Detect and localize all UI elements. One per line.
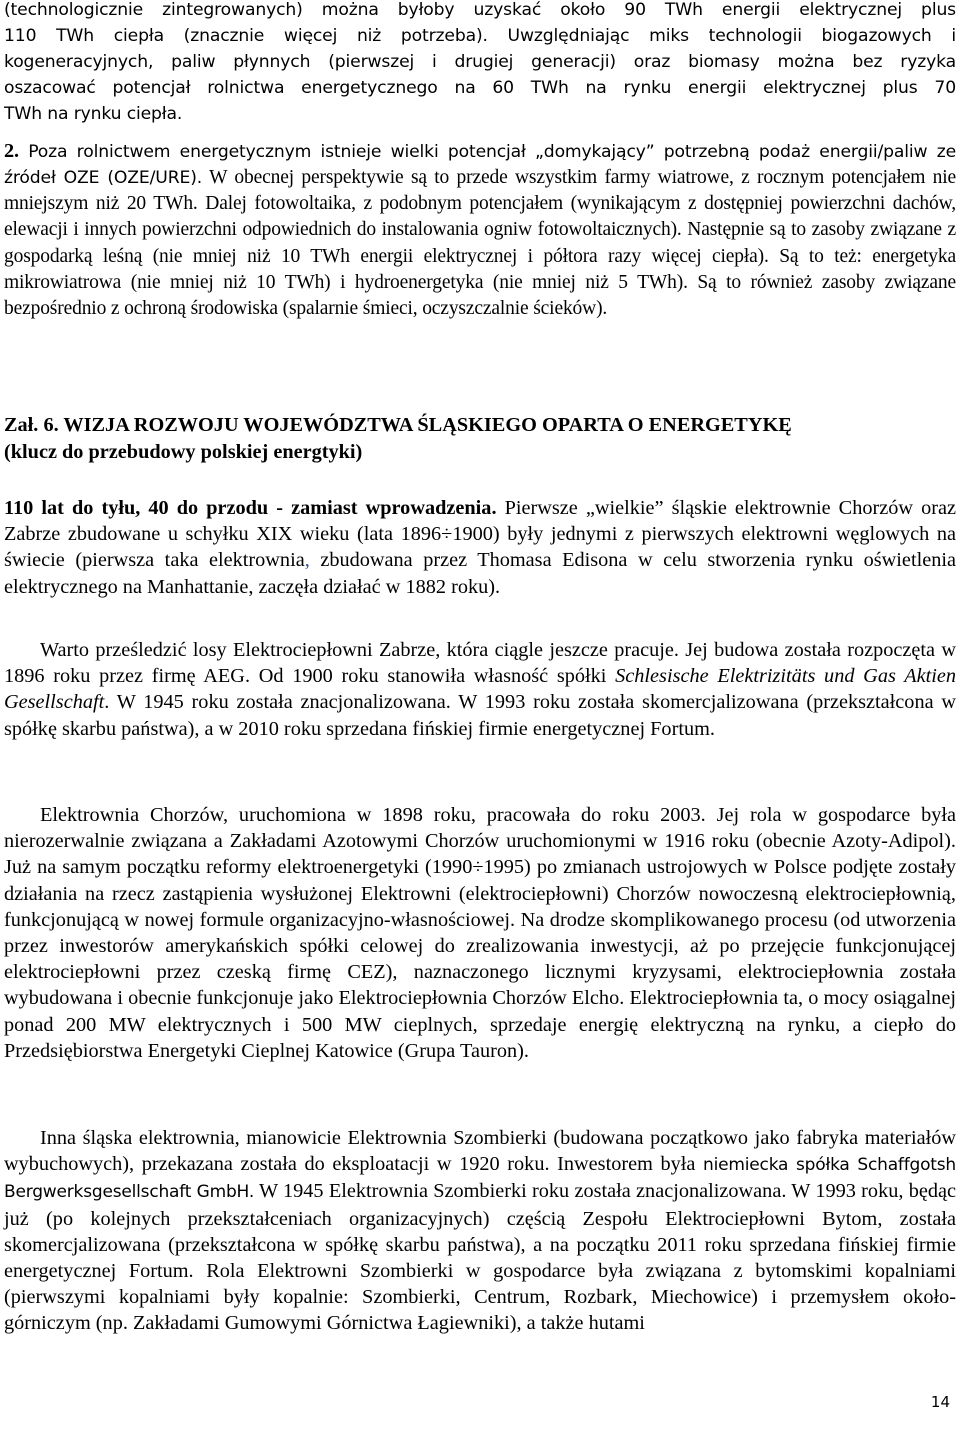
paragraph-oze-potential xyxy=(4,138,956,322)
paragraph-text: Elektrownia Chorzów, uruchomiona w 1898 roku, pracowała do roku 2003. Jej rola w gospodarce była nierozerwalnie związana a Zakładami Azotowymi Chorzów uruchomionymi w 1916 roku (obecnie Azoty-Adipol). Już na samym początku reformy elektroenergetyki (1990÷1995) po zmianach ustrojowych w Polsce podjęte zostały działania na rzecz zastąpienia wysłużonej Elektrowni (elektrociepłowni) Chorzów nowoczesną elektrociepłownią, funkcjonującą w nowej formule organizacyjno-własnościowej. Na drodze skomplikowanego procesu (od utworzenia przez inwestorów amerykańskich spółki celowej do zrealizowania inwestycji, aż po przejęcie funkcjonującej elektrociepłowni przez czeską firmę CEZ), naznaczonego licznymi kryzysami, elektrociepłownia została wybudowana i obecnie funkcjonuje jako Elektrociepłownia Chorzów Elcho. Elektrociepłownia ta, o mocy osiągalnej ponad 200 MW elektrycznych i 500 MW cieplnych, sprzedaje energię elektryczną na rynku, a ciepło do Przedsiębiorstwa Energetyki Cieplnej Katowice (Grupa Tauron). xyxy=(4,804,956,1062)
paragraph-chorzow xyxy=(4,802,956,1064)
paragraph-line: (technologicznie zintegrowanych) można byłoby uzyskać około 90 TWh energii elektrycznej plus xyxy=(4,0,956,20)
paragraph-segment: Pierwsze „wielkie” śląskie elektrownie Chorzów oraz Zabrze zbudowane u schyłku XIX wieku (lata 1896÷1900) były jednymi z pierwszych elektrowni węglowych na świecie (pierwsza taka elektrownia xyxy=(4,497,956,572)
paragraph-introduction xyxy=(4,495,956,600)
paragraph-text xyxy=(4,138,956,322)
paragraph-text xyxy=(4,1125,956,1337)
paragraph-text xyxy=(4,495,956,600)
paragraph-line: oszacować potencjał rolnictwa energetycznego na 60 TWh na rynku energii elektrycznej plus 70 xyxy=(4,78,956,98)
paragraph-segment: Inna śląska elektrownia, mianowicie Elektrownia Szombierki (budowana początkowo jako fabryka materiałów wybuchowych), przekazana została do eksploatacji w 1920 roku. Inwestorem była xyxy=(4,1127,956,1176)
paragraph-line: kogeneracyjnych, paliw płynnych (pierwszej i drugiej generacji) oraz biomasy można bez ryzyka xyxy=(4,52,956,72)
list-number: 2. xyxy=(4,140,19,162)
company-name: Schlesische Elektrizitäts und Gas Aktien Gesellschaft xyxy=(4,665,957,714)
company-name: niemiecka spółka Schaffgotsh Bergwerksgesellschaft GmbH. xyxy=(4,1155,956,1203)
heading-title: Zał. 6. WIZJA ROZWOJU WOJEWÓDZTWA ŚLĄSKIEGO OPARTA O ENERGETYKĘ xyxy=(4,414,792,436)
paragraph-segment: Dalej fotowoltaika, z podobnym potencjałem (wynikającym z dostępniej powierzchni dachów, elewacji i innych powierzchni odpowiednich do instalowania ogniw fotowoltaicznych). xyxy=(4,193,956,241)
paragraph-segment: , xyxy=(304,549,310,572)
paragraph-segment: Poza rolnictwem energetycznym istnieje wielki potencjał „domykający” potrzebną podaż energii/paliw ze źródeł OZE (OZE/URE). xyxy=(4,142,956,188)
paragraph-energy-potential xyxy=(4,0,956,127)
paragraph-szombierki xyxy=(4,1125,956,1337)
paragraph-line: TWh na rynku ciepła. xyxy=(4,104,183,124)
heading-subtitle: (klucz do przebudowy polskiej energtyki) xyxy=(4,441,363,463)
paragraph-segment: W obecnej perspektywie są to przede wszystkim farmy wiatrowe, z rocznym potencjałem nie mniejszym niż 20 TWh. xyxy=(4,167,956,215)
section-heading xyxy=(4,412,956,466)
paragraph-zabrze xyxy=(4,637,956,742)
paragraph-segment: Są to też: energetyka mikrowiatrowa (nie mniej niż 10 TWh) i hydroenergetyka (nie mniej niż 5 TWh). Są to również zasoby związane bezpośrednio z ochroną środowiska (spalarnie śmieci, oczyszczalnie ścieków). xyxy=(4,245,956,320)
paragraph-segment: W 1945 Elektrownia Szombierki roku została znacjonalizowana. W 1993 roku, będąc już (po kolejnych przekształceniach organizacyjnych) częścią Zespołu Elektrociepłowni Bytom, została skomercjalizowana (przekształcona w spółkę skarbu państwa), a na początku 2011 roku sprzedana fińskiej firmie energetycznej Fortum. Rola Elektrowni Szombierki w gospodarce była związana z bytomskimi kopalniami (pierwszymi kopalniami były kopalnie: Szombierki, Centrum, Rozbark, Miechowice) i przemysłem około-górniczym (np. Zakładami Gumowymi Górnictwa Łagiewniki), a także hutami xyxy=(4,1180,956,1335)
paragraph-text xyxy=(4,637,956,742)
paragraph-segment: Warto prześledzić losy Elektrociepłowni Zabrze, która ciągle jeszcze pracuje. Jej budowa została rozpoczęta w 1896 roku przez firmę AEG. Od 1900 roku stanowiła własność spółki xyxy=(4,639,956,688)
paragraph-segment: . W 1945 roku została znacjonalizowana. W 1993 roku została skomercjalizowana (przekształcona w spółkę skarbu państwa), a w 2010 roku sprzedana fińskiej firmie energetycznej Fortum. xyxy=(4,691,956,740)
paragraph-segment: Następnie są to zasoby związane z gospodarką leśną (nie mniej niż 10 TWh energii elektrycznej i półtora razy więcej ciepła). xyxy=(4,219,956,267)
paragraph-line: 110 TWh ciepła (znacznie więcej niż potrzeba). Uwzględniając miks technologii biogazowych i xyxy=(4,26,956,46)
paragraph-segment: zbudowana przez Thomasa Edisona w celu stworzenia rynku oświetlenia elektrycznego na Manhattanie, zaczęła działać w 1882 roku). xyxy=(4,549,956,598)
paragraph-lead: 110 lat do tyłu, 40 do przodu - zamiast wprowadzenia. xyxy=(4,497,497,519)
page-number: 14 xyxy=(930,1393,950,1411)
